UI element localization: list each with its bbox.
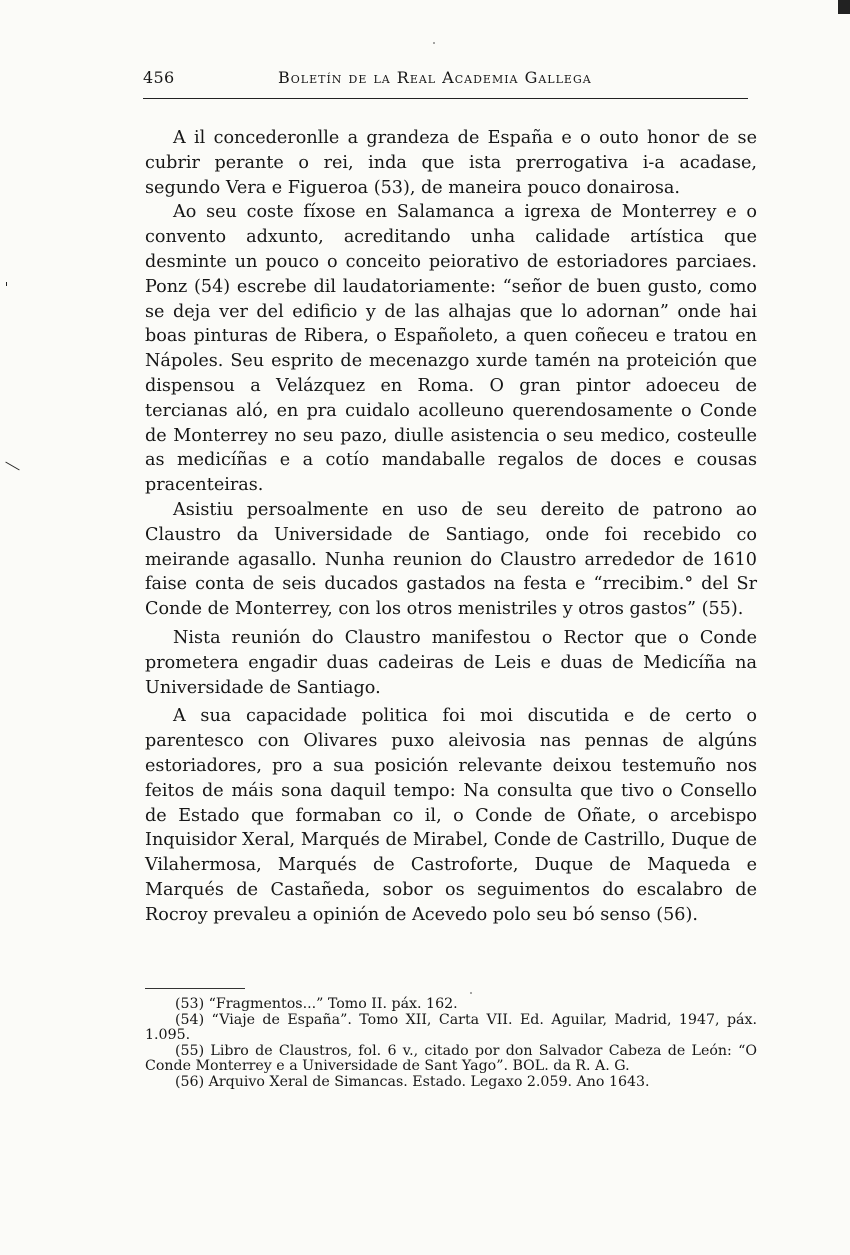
paragraph: A sua capacidade politica foi moi discutida e de certo o parentesco con Olivares puxo aleivosia nas pennas de algúns estoriadores, pro a sua posición relevante deixou testemuño nos feitos de máis sona daquil tempo: Na consulta que tivo o Consello de Estado que formaban co il, o Conde de Oñate, o arcebispo Inquisidor Xeral, Marqués de Mirabel, Conde de Castrillo, Duque de Vilahermosa, Marqués de Castroforte, Duque de Maqueda e Marqués de Castañeda, sobor os seguimentos do escalabro de Rocroy prevaleu a opinión de Acevedo polo seu bó senso (56). <box>145 706 757 925</box>
body-text <box>145 126 757 928</box>
header-rule <box>143 98 748 99</box>
footnote: (54) “Viaje de España”. Tomo XII, Carta VII. Ed. Aguilar, Madrid, 1947, páx. 1.095. <box>145 1011 757 1044</box>
footnote-rule <box>145 988 245 989</box>
scan-speck <box>433 42 435 44</box>
paragraph: Nista reunión do Claustro manifestou o Rector que o Conde prometera engadir duas cadeiras de Leis e duas de Medicíña na Universidade de Santiago. <box>145 627 757 698</box>
paragraph: Ao seu coste fíxose en Salamanca a igrexa de Monterrey e o convento adxunto, acreditando unha calidade artística que desminte un pouco o conceito peiorativo de estoriadores parciaes. Ponz (54) escrebe dil laudatoriamente: “señor de buen gusto, como se deja ver del edificio y de las alhajas que lo adornan” onde hai boas pinturas de Ribera, o Españoleto, a quen coñeceu e tratou en Nápoles. Seu esprito de mecenazgo xurde tamén na proteición que dispensou a Velázquez en Roma. O gran pintor adoeceu de tercianas aló, en pra cuidalo acolleuno querendosamente o Conde de Monterrey no seu pazo, diulle asistencia o seu medico, costeulle as medicíñas e a cotío mandaballe regalos de doces e cousas pracenteiras. <box>145 202 757 496</box>
running-header <box>143 68 748 90</box>
footnote: (53) “Fragmentos...” Tomo II. páx. 162. <box>175 996 458 1012</box>
scan-speck <box>470 992 472 994</box>
paragraph: Asistiu persoalmente en uso de seu dereito de patrono ao Claustro da Universidade de Santiago, onde foi recebido co meirande agasallo. Nunha reunion do Claustro arrededor de 1610 faise conta de seis ducados gastados na festa e “rrecibim.° del Sr Conde de Monterrey, con los otros menistriles y otros gastos” (55). <box>145 499 757 620</box>
margin-mark <box>5 462 19 471</box>
footnote: (56) Arquivo Xeral de Simancas. Estado. Legaxo 2.059. Ano 1643. <box>175 1073 650 1090</box>
margin-mark <box>6 282 7 286</box>
scan-edge-mark <box>838 0 850 14</box>
journal-title: Boletín de la Real Academia Gallega <box>278 68 592 87</box>
footnotes <box>145 997 757 1091</box>
page-number: 456 <box>143 68 175 87</box>
footnote: (55) Libro de Claustros, fol. 6 v., citado por don Salvador Cabeza de León: “O Conde Monterrey e a Universidade de Sant Yago”. BOL. da R. A. G. <box>145 1042 757 1075</box>
paragraph: A il concederonlle a grandeza de España e o outo honor de se cubrir perante o rei, inda que ista prerrogativa i-a acadase, segundo Vera e Figueroa (53), de maneira pouco donairosa. <box>145 128 757 198</box>
